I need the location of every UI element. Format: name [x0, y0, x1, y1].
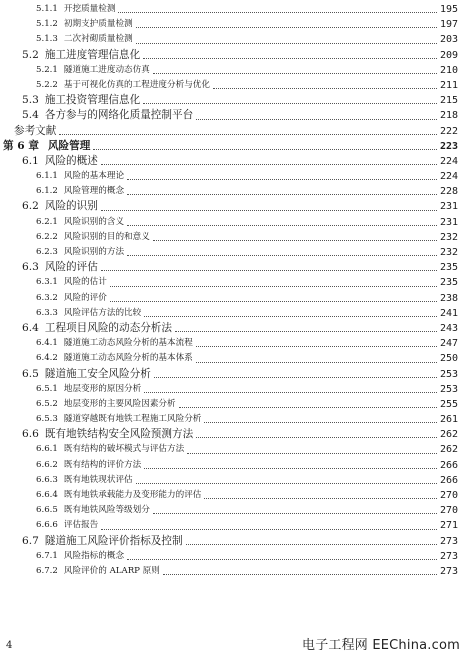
toc-entry-title: 风险识别的含义 [63, 216, 125, 227]
toc-entry-page: 270 [439, 505, 458, 517]
toc-entry-page: 231 [439, 216, 458, 228]
toc-entry-title: 二次衬砌质量检测 [63, 34, 133, 45]
toc-entry-title: 评估报告 [63, 520, 99, 531]
toc-entry-title: 工程项目风险的动态分析法 [44, 321, 172, 334]
toc-entry-page: 224 [439, 155, 458, 167]
toc-entry-title: 风险的评价 [63, 292, 107, 303]
toc-entry-title: 风险管理的概念 [63, 186, 125, 197]
toc-entry [0, 412, 464, 427]
toc-entry-number: 6.6.4 [36, 490, 58, 500]
toc-entry-page: 241 [439, 307, 458, 319]
toc-leader-dots [127, 255, 437, 256]
toc-entry-title: 既有地铁现状评估 [63, 474, 133, 485]
toc-entry-page: 273 [439, 535, 458, 547]
toc-entry-title: 风险识别的方法 [63, 247, 125, 257]
toc-entry-page: 262 [439, 444, 458, 456]
toc-entry [0, 351, 464, 366]
toc-leader-dots [136, 43, 437, 44]
toc-entry [0, 442, 464, 457]
toc-entry-title: 既有地铁结构安全风险预测方法 [44, 428, 194, 441]
toc-leader-dots [101, 270, 437, 271]
toc-entry-title: 风险的基本理论 [63, 171, 125, 182]
toc-entry-title: 风险指标的概念 [63, 550, 125, 561]
toc-entry [0, 427, 464, 442]
toc-entry-page: 273 [439, 565, 458, 577]
toc-entry [0, 2, 464, 17]
toc-entry [0, 154, 464, 169]
toc-entry-number: 5.4 [22, 109, 39, 122]
toc-entry-number: 6.2 [22, 200, 39, 213]
toc-entry [0, 275, 464, 290]
toc-leader-dots [93, 149, 437, 150]
toc-entry-number: 5.2 [22, 48, 39, 61]
toc-entry-page: 222 [439, 125, 458, 137]
toc-entry-page: 203 [439, 34, 458, 46]
toc-entry-number: 5.1.2 [36, 19, 58, 30]
toc-leader-dots [127, 194, 437, 195]
toc-leader-dots [127, 179, 437, 180]
toc-entry-number: 6.1.1 [36, 171, 58, 182]
toc-entry [0, 184, 464, 199]
toc-entry-number: 5.1.1 [36, 4, 58, 14]
toc-entry-title: 既有地铁风险等级划分 [63, 505, 150, 516]
toc-leader-dots [187, 453, 437, 454]
toc-entry [0, 169, 464, 184]
toc-entry-title: 风险管理 [47, 139, 91, 152]
toc-entry-number: 6.5.2 [36, 398, 58, 409]
toc-entry [0, 367, 464, 382]
toc-entry-title: 风险评价的 ALARP 原则 [63, 565, 160, 576]
toc-entry-title: 风险的估计 [63, 277, 107, 288]
toc-leader-dots [136, 483, 437, 484]
toc-entry-page: 231 [439, 201, 458, 213]
toc-entry-title: 地层变形的原因分析 [63, 383, 142, 394]
toc-entry-page: 195 [439, 4, 458, 15]
toc-entry-number: 6.6.2 [36, 459, 58, 470]
toc-leader-dots [144, 316, 437, 317]
toc-leader-dots [153, 73, 437, 74]
watermark-text: 电子工程网 EEChina.com [302, 638, 460, 653]
toc-entry-title: 基于可视化仿真的工程进度分析与优化 [63, 79, 210, 90]
toc-entry [0, 78, 464, 93]
toc-entry-page: 273 [439, 550, 458, 562]
toc-entry-number: 6.7.2 [36, 565, 58, 576]
toc-entry-page: 247 [439, 338, 458, 350]
toc-entry-title: 各方参与的网络化质量控制平台 [44, 109, 194, 122]
toc-entry [0, 93, 464, 108]
toc-entry-number: 6.5.3 [36, 414, 58, 425]
toc-entry-number: 6.7.1 [36, 550, 58, 561]
toc-entry-number: 6.4.2 [36, 353, 58, 364]
toc-leader-dots [118, 12, 436, 13]
toc-leader-dots [179, 407, 437, 408]
toc-entry-page: 270 [439, 490, 458, 501]
toc-entry-page: 215 [439, 95, 458, 107]
table-of-contents [0, 2, 464, 579]
toc-entry-page: 253 [439, 383, 458, 395]
toc-entry [0, 549, 464, 564]
toc-entry-number: 第 6 章 [3, 139, 39, 152]
toc-leader-dots [163, 574, 437, 575]
toc-entry-number: 6.3 [22, 261, 39, 274]
toc-leader-dots [196, 437, 437, 438]
toc-entry [0, 124, 464, 139]
toc-entry-page: 232 [439, 247, 458, 258]
toc-entry-page: 223 [439, 140, 458, 152]
toc-entry-title: 既有结构的破坏模式与评估方法 [63, 444, 185, 455]
toc-entry-page: 262 [439, 429, 458, 441]
toc-entry-title: 开挖质量检测 [63, 4, 116, 14]
toc-entry-number: 6.6.1 [36, 444, 58, 455]
toc-chapter-entry [0, 139, 464, 154]
toc-entry-page: 228 [439, 186, 458, 198]
toc-entry-page: 235 [439, 277, 458, 289]
toc-entry-title: 隧道穿越既有地铁工程施工风险分析 [63, 414, 202, 425]
toc-entry-page: 266 [439, 474, 458, 486]
toc-entry-page: 250 [439, 353, 458, 365]
toc-entry [0, 291, 464, 306]
toc-leader-dots [136, 27, 437, 28]
toc-entry-page: 232 [439, 231, 458, 243]
toc-leader-dots [196, 362, 437, 363]
toc-entry-number: 6.1.2 [36, 186, 58, 197]
toc-entry [0, 63, 464, 78]
toc-entry-number: 6.4.1 [36, 338, 58, 349]
toc-entry [0, 382, 464, 397]
toc-leader-dots [144, 392, 437, 393]
toc-entry-number: 6.6.5 [36, 505, 58, 516]
toc-entry [0, 518, 464, 533]
toc-entry [0, 17, 464, 32]
toc-entry-title: 风险评估方法的比较 [63, 307, 142, 318]
toc-entry [0, 260, 464, 275]
toc-entry-title: 既有结构的评价方法 [63, 459, 142, 470]
toc-entry [0, 245, 464, 260]
toc-entry-page: 224 [439, 171, 458, 183]
toc-entry-title: 风险的评估 [44, 261, 98, 274]
toc-entry-page: 210 [439, 64, 458, 76]
toc-entry [0, 321, 464, 336]
toc-entry [0, 488, 464, 503]
toc-entry-number: 6.2.2 [36, 231, 58, 242]
toc-leader-dots [127, 225, 437, 226]
toc-entry [0, 215, 464, 230]
toc-entry-number: 6.3.3 [36, 307, 58, 318]
toc-entry [0, 199, 464, 214]
toc-entry [0, 230, 464, 245]
toc-entry-title: 初期支护质量检测 [63, 19, 133, 30]
toc-leader-dots [101, 164, 437, 165]
toc-leader-dots [144, 468, 437, 469]
toc-leader-dots [175, 331, 437, 332]
toc-leader-dots [153, 513, 437, 514]
toc-entry-page: 209 [439, 49, 458, 61]
toc-entry [0, 397, 464, 412]
toc-entry-title: 风险的概述 [44, 154, 98, 167]
toc-entry-page: 255 [439, 398, 458, 410]
toc-entry-page: 271 [439, 520, 458, 532]
toc-leader-dots [127, 559, 437, 560]
toc-entry-number: 6.5 [22, 367, 39, 380]
toc-entry [0, 473, 464, 488]
toc-entry [0, 458, 464, 473]
toc-entry-number: 6.1 [22, 154, 39, 167]
toc-entry-page: 218 [439, 110, 458, 122]
toc-entry-page: 238 [439, 292, 458, 304]
toc-entry-title: 施工投资管理信息化 [44, 94, 141, 107]
toc-leader-dots [204, 422, 437, 423]
toc-entry-page: 253 [439, 368, 458, 380]
toc-leader-dots [143, 58, 437, 59]
toc-leader-dots [204, 498, 437, 499]
toc-entry-title: 施工进度管理信息化 [44, 48, 141, 61]
toc-entry-title: 既有地铁承载能力及变形能力的评估 [63, 490, 202, 500]
toc-leader-dots [186, 544, 437, 545]
toc-entry [0, 503, 464, 518]
toc-entry-title: 隧道施工动态风险分析的基本流程 [63, 338, 193, 349]
toc-entry-title: 隧道施工动态风险分析的基本体系 [63, 353, 193, 364]
toc-entry-number: 6.5.1 [36, 383, 58, 394]
toc-entry-title: 参考文献 [14, 124, 57, 137]
toc-entry-number: 6.2.3 [36, 247, 58, 257]
toc-entry-page: 197 [439, 19, 458, 31]
toc-leader-dots [101, 529, 437, 530]
toc-leader-dots [153, 240, 437, 241]
toc-leader-dots [154, 377, 437, 378]
toc-entry-page: 261 [439, 414, 458, 426]
toc-leader-dots [110, 286, 437, 287]
toc-leader-dots [143, 103, 437, 104]
toc-entry [0, 32, 464, 47]
toc-entry-number: 6.6.6 [36, 520, 58, 531]
toc-entry-number: 5.2.1 [36, 64, 58, 75]
toc-leader-dots [213, 88, 437, 89]
toc-leader-dots [110, 301, 437, 302]
toc-entry-number: 6.2.1 [36, 216, 58, 227]
toc-entry [0, 534, 464, 549]
toc-entry-title: 隧道施工风险评价指标及控制 [44, 534, 183, 547]
toc-entry-number: 5.1.3 [36, 34, 58, 45]
toc-entry [0, 336, 464, 351]
toc-entry-title: 风险的识别 [44, 200, 98, 213]
toc-entry-page: 211 [439, 79, 458, 91]
toc-entry-number: 6.4 [22, 321, 39, 334]
toc-entry-number: 6.6.3 [36, 474, 58, 485]
toc-entry-page: 266 [439, 459, 458, 471]
toc-entry-page: 235 [439, 262, 458, 274]
toc-entry [0, 48, 464, 63]
toc-entry-title: 地层变形的主要风险因素分析 [63, 398, 176, 409]
toc-entry-title: 隧道施工进度动态仿真 [63, 64, 150, 75]
toc-entry-number: 6.3.1 [36, 277, 58, 288]
toc-entry [0, 306, 464, 321]
toc-leader-dots [196, 346, 437, 347]
toc-entry-title: 风险识别的目的和意义 [63, 231, 150, 242]
toc-entry-number: 6.3.2 [36, 292, 58, 303]
toc-entry-number: 6.6 [22, 428, 39, 441]
toc-entry-page: 243 [439, 322, 458, 334]
toc-leader-dots [101, 210, 437, 211]
toc-leader-dots [59, 134, 437, 135]
toc-leader-dots [196, 119, 437, 120]
toc-entry [0, 564, 464, 579]
page-number: 4 [6, 640, 13, 651]
toc-entry [0, 108, 464, 123]
toc-entry-number: 5.3 [22, 94, 39, 107]
toc-entry-number: 6.7 [22, 534, 39, 547]
toc-entry-title: 隧道施工安全风险分析 [44, 367, 151, 380]
toc-entry-number: 5.2.2 [36, 79, 58, 90]
